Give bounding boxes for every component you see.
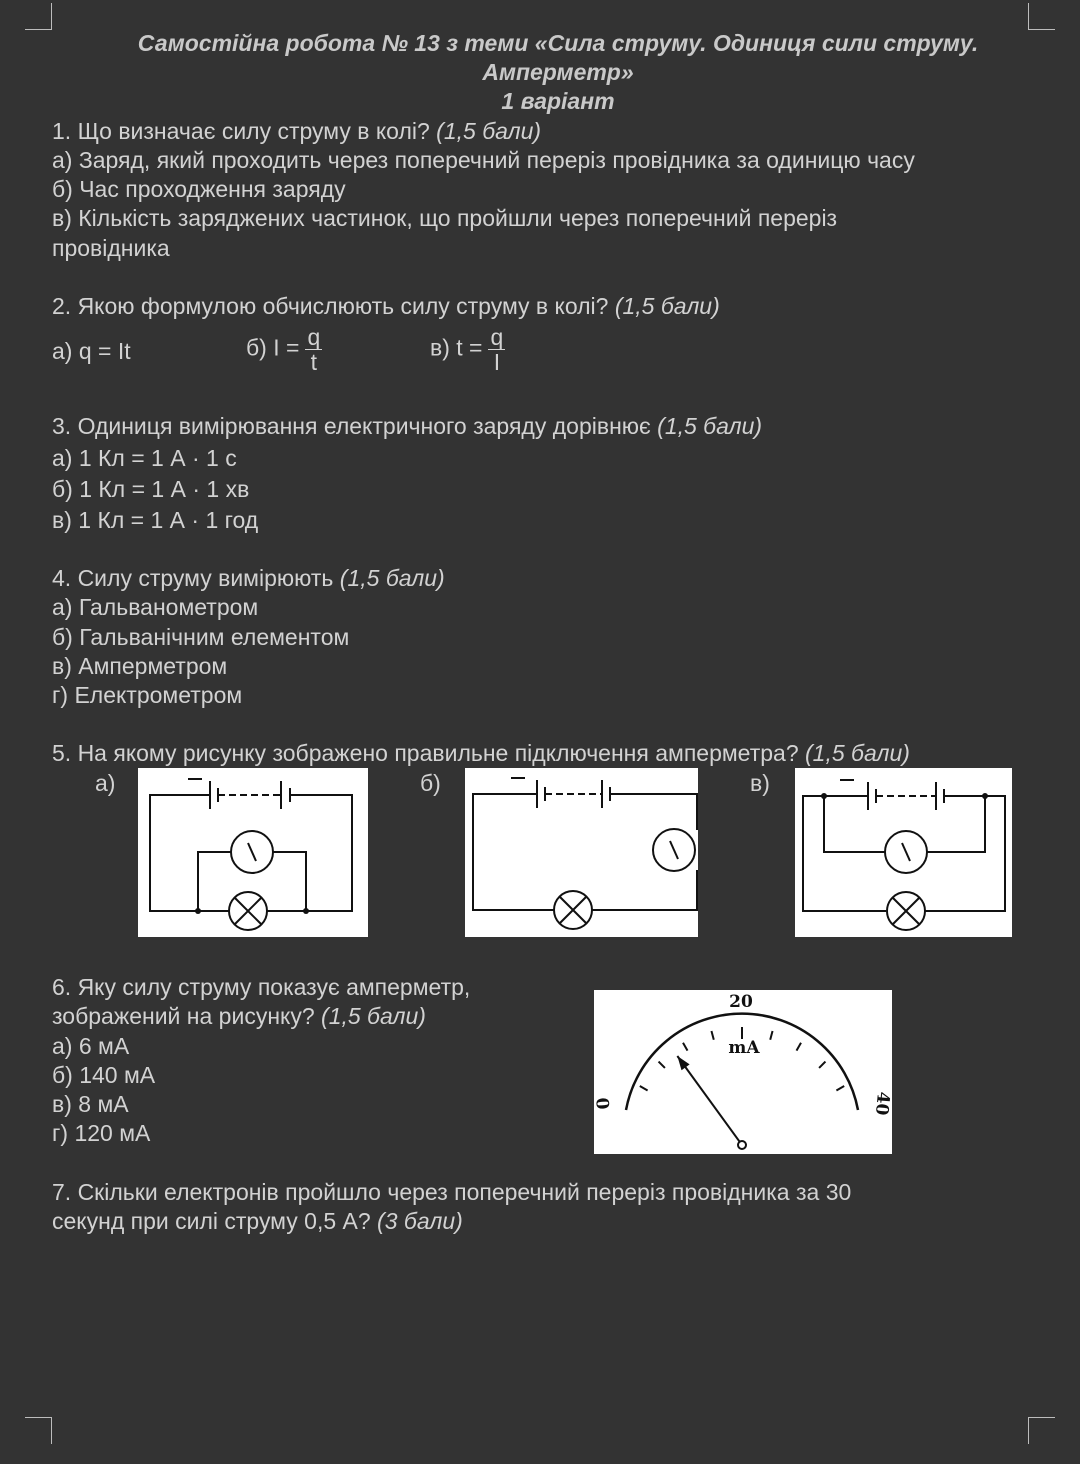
q4-option-a: а) Гальванометром bbox=[52, 594, 259, 620]
q7-text: секунд при силі струму 0,5 А? bbox=[52, 1208, 378, 1234]
q2-option-b bbox=[246, 325, 322, 374]
q4-question bbox=[52, 564, 445, 593]
q3-text: 3. Одиниця вимірювання електричного заряду дорівнює bbox=[52, 413, 658, 439]
q5-text: 5. На якому рисунку зображено правильне підключення амперметра? bbox=[52, 740, 806, 766]
q6-option-b: б) 140 мА bbox=[52, 1062, 156, 1088]
q6-option-d: г) 120 мА bbox=[52, 1120, 151, 1146]
q4-option-c: в) Амперметром bbox=[52, 653, 228, 679]
q4-option-d: г) Електрометром bbox=[52, 682, 243, 708]
q5-label-b: б) bbox=[420, 770, 441, 796]
crop-mark-bottom-left bbox=[25, 1417, 52, 1444]
q3-question bbox=[52, 412, 762, 441]
q2-option-c-fraction bbox=[488, 325, 505, 374]
fraction-denominator: t bbox=[310, 349, 318, 375]
circuit-c-drawing bbox=[795, 768, 1012, 937]
q7-question-line1: 7. Скільки електронів пройшло через поперечний переріз провідника за 30 bbox=[52, 1179, 852, 1205]
dial-tick bbox=[659, 1062, 665, 1068]
dial-tick bbox=[640, 1086, 648, 1091]
title-line-1: Самостійна робота № 13 з теми «Сила струму. Одиниця сили струму. bbox=[137, 30, 979, 56]
q6-option-c: в) 8 мА bbox=[52, 1091, 129, 1117]
q1-option-c-line1: в) Кількість заряджених частинок, що пройшли через поперечний переріз bbox=[52, 205, 838, 231]
q2-text: 2. Якою формулою обчислюють силу струму в колі? bbox=[52, 293, 615, 319]
fraction-numerator: q bbox=[307, 324, 321, 350]
dial-tick bbox=[797, 1043, 802, 1051]
fraction-numerator: q bbox=[490, 324, 504, 350]
q5-points: (1,5 бали) bbox=[805, 740, 910, 766]
dial-pivot bbox=[738, 1141, 746, 1149]
q5-label-c: в) bbox=[750, 770, 770, 796]
q6-text: зображений на рисунку? bbox=[52, 1003, 322, 1029]
crop-mark-top-right bbox=[1028, 3, 1055, 30]
circuit-diagram-a bbox=[138, 768, 368, 937]
q4-option-b: б) Гальванічним елементом bbox=[52, 624, 350, 650]
q2-points: (1,5 бали) bbox=[614, 293, 720, 319]
crop-mark-top-left bbox=[25, 3, 52, 30]
q6-option-a: а) 6 мА bbox=[52, 1033, 130, 1059]
q5-question bbox=[52, 739, 910, 768]
document-title bbox=[0, 29, 1080, 116]
q6-question-line1: 6. Яку силу струму показує амперметр, bbox=[52, 974, 471, 1000]
dial-needle-arrowhead bbox=[677, 1056, 689, 1070]
circuit-b-drawing bbox=[465, 768, 698, 937]
q3-points: (1,5 бали) bbox=[657, 413, 763, 439]
circuit-diagram-b bbox=[465, 768, 698, 937]
dial-needle bbox=[677, 1056, 742, 1145]
q6-points: (1,5 бали) bbox=[321, 1003, 426, 1029]
dial-unit-label: mA bbox=[728, 1038, 760, 1058]
dial-max-label: 40 bbox=[870, 1090, 892, 1117]
dial-tick bbox=[836, 1086, 844, 1091]
q5-label-a: а) bbox=[95, 770, 116, 796]
dial-mid-label: 20 bbox=[729, 992, 753, 1012]
q4-text: 4. Силу струму вимірюють bbox=[52, 565, 340, 591]
q2-option-c-prefix: в) t = bbox=[430, 334, 483, 361]
q7-points: (3 бали) bbox=[377, 1208, 463, 1234]
circuit-diagram-c bbox=[795, 768, 1012, 937]
dial-min-label: 0 bbox=[594, 1096, 615, 1111]
q3-option-c: в) 1 Кл = 1 А · 1 год bbox=[52, 507, 259, 533]
dial-tick bbox=[770, 1031, 772, 1040]
variant-label: 1 варіант bbox=[501, 88, 615, 114]
q1-option-a: а) Заряд, який проходить через поперечний переріз провідника за одиницю часу bbox=[52, 147, 915, 173]
title-line-2: Амперметр» bbox=[482, 59, 634, 85]
q2-option-c bbox=[430, 325, 505, 374]
crop-mark-bottom-right bbox=[1028, 1417, 1055, 1444]
q1-question bbox=[52, 117, 541, 146]
dial-tick bbox=[819, 1062, 825, 1068]
q1-points: (1,5 бали) bbox=[436, 118, 542, 144]
circuit-a-drawing bbox=[138, 768, 368, 937]
fraction-denominator: I bbox=[493, 349, 501, 375]
q2-option-b-fraction bbox=[305, 325, 322, 374]
q1-option-b: б) Час проходження заряду bbox=[52, 176, 346, 202]
dial-tick bbox=[683, 1043, 688, 1051]
q6-question-line2 bbox=[52, 1002, 426, 1031]
q3-option-b: б) 1 Кл = 1 А · 1 хв bbox=[52, 476, 250, 502]
q1-option-c-line2: провідника bbox=[52, 235, 170, 261]
q1-text: 1. Що визначає силу струму в колі? bbox=[52, 118, 437, 144]
q2-option-a: а) q = It bbox=[52, 338, 131, 364]
q7-question-line2 bbox=[52, 1207, 463, 1236]
ammeter-dial-figure bbox=[594, 990, 892, 1154]
q4-points: (1,5 бали) bbox=[339, 565, 445, 591]
ammeter-dial bbox=[594, 990, 892, 1154]
dial-tick bbox=[711, 1031, 713, 1040]
q2-option-b-prefix: б) I = bbox=[246, 334, 300, 361]
q3-option-a: а) 1 Кл = 1 А · 1 с bbox=[52, 445, 237, 471]
q2-question bbox=[52, 292, 720, 321]
